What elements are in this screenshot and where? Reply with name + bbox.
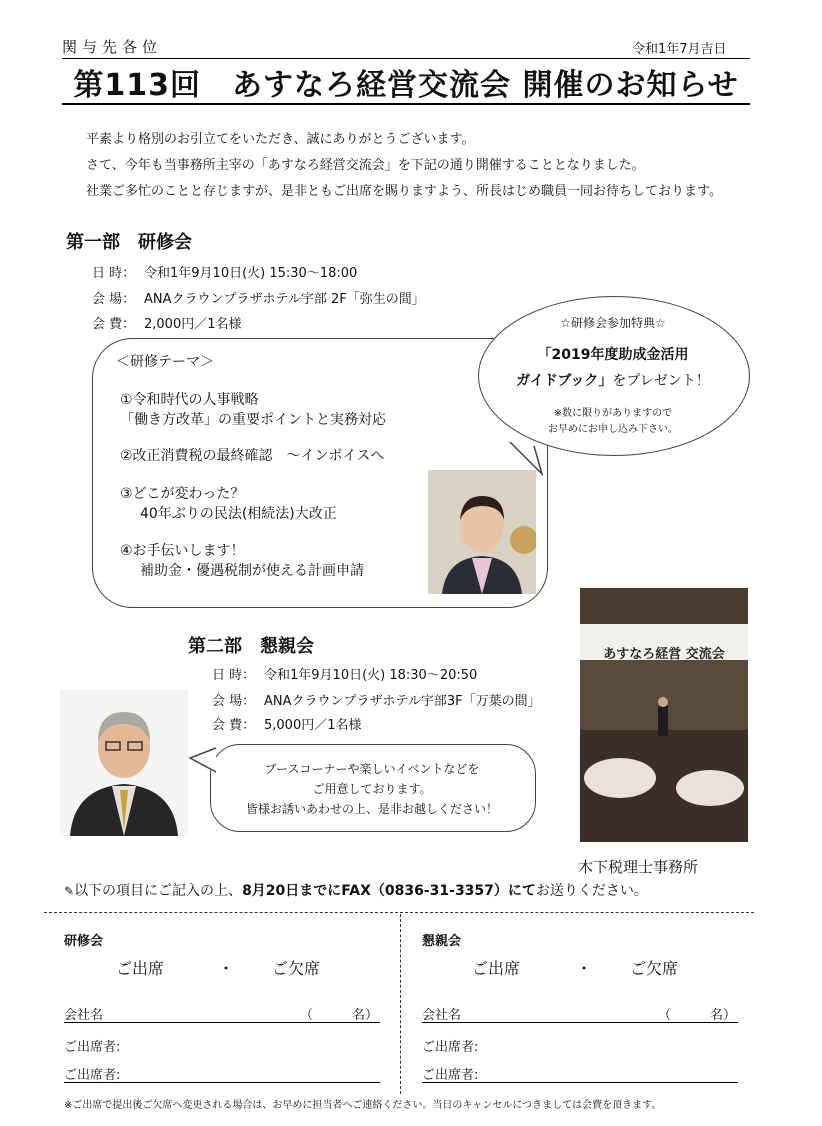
part1-date: 日 時： 令和1年9月10日(火) 15:30～18:00 [92,266,358,281]
fax-instruction: ✎以下の項目にご記入の上、8月20日までにFAX（0836-31-3357）にてお送りください。 [64,883,648,899]
bonus-line-1: 「2019年度助成金活用 [537,347,689,363]
form-divider [400,914,401,1094]
theme-1: ①令和時代の人事戦略 「働き方改革」の重要ポイントと実務対応 [120,392,386,428]
form-right-separator: ・ [576,959,593,978]
bonus-note-1: ※数に限りがありますので [553,408,673,419]
footnote: ※ご出席で提出後ご欠席へ変更される場合は、お早めに担当者へご連絡ください。当日のキャンセルにつきましては会費を頂きます。 [64,1100,662,1111]
form-left-attend[interactable]: ご出席 [116,959,165,978]
bonus-title: ☆研修会参加特典☆ [560,316,666,330]
form-right-attendee-2[interactable]: ご出席者: [422,1064,738,1083]
event-photo [580,588,748,842]
form-right-title: 懇親会 [422,934,462,949]
bonus-line-2: ガイドブック」をプレゼント！ [516,373,710,389]
part2-venue: 会 場： ANAクラウンプラザホテル宇部3F「万葉の間」 [212,694,541,709]
party-text-3: 皆様お誘いあわせの上、是非お越しください！ [245,802,498,816]
theme-3: ③どこが変わった？ 40年ぶりの民法(相続法)大改正 [120,486,337,522]
party-text-2: ご用意しております。 [312,782,432,796]
greeting-line-2: さて、今年も当事務所主宰の「あすなろ経営交流会」を下記の通り開催することとなりました。 [86,158,645,173]
form-left-attendee-2[interactable]: ご出席者: [64,1064,380,1083]
speaker-photo-1 [428,470,536,594]
bonus-bubble-tail [508,440,548,476]
form-left-separator: ・ [218,959,235,978]
recipient: 関与先各位 [62,38,163,56]
form-right-attend[interactable]: ご出席 [472,959,521,978]
cut-line [44,912,754,913]
part1-heading: 第一部 研修会 [66,232,192,253]
form-right-absent[interactable]: ご欠席 [630,959,679,978]
page-title: 第113回 あすなろ経営交流会 開催のお知らせ [73,68,739,103]
form-right-attendee-1[interactable]: ご出席者: [422,1040,479,1055]
event-banner: あすなろ経営 交流会 [603,647,725,662]
bonus-note-2: お早めにお申し込み下さい。 [548,424,678,435]
issue-date: 令和1年7月吉日 [632,42,727,57]
theme-2: ②改正消費税の最終確認 ～インボイスへ [120,448,385,464]
party-text-1: ブースコーナーや楽しいイベントなどを [264,762,480,776]
part2-fee: 会 費： 5,000円／1名様 [212,718,362,733]
form-right-company-field[interactable]: 会社名 （ 名） [422,1004,738,1023]
form-left-title: 研修会 [64,934,104,949]
theme-title: ＜研修テーマ＞ [116,354,214,370]
part1-venue: 会 場： ANAクラウンプラザホテル宇部 2F「弥生の間」 [92,292,425,307]
part1-fee: 会 費： 2,000円／1名様 [92,317,242,332]
form-left-absent[interactable]: ご欠席 [272,959,321,978]
greeting-line-1: 平素より格別のお引立てをいただき、誠にありがとうございます。 [86,132,475,147]
part2-heading: 第二部 懇親会 [188,636,314,657]
office-name: 木下税理士事務所 [578,858,699,876]
form-left-attendee-1[interactable]: ご出席者: [64,1040,121,1055]
speaker-photo-2 [60,690,188,836]
form-left-company-field[interactable]: 会社名 （ 名） [64,1004,380,1023]
theme-4: ④お手伝いします！ 補助金・優遇税制が使える計画申請 [120,543,364,579]
part2-date: 日 時： 令和1年9月10日(火) 18:30～20:50 [212,668,478,683]
greeting-line-3: 社業ご多忙のことと存じますが、是非ともご出席を賜りますよう、所長はじめ職員一同お待ちしております。 [86,184,722,199]
pen-icon: ✎ [64,884,75,898]
